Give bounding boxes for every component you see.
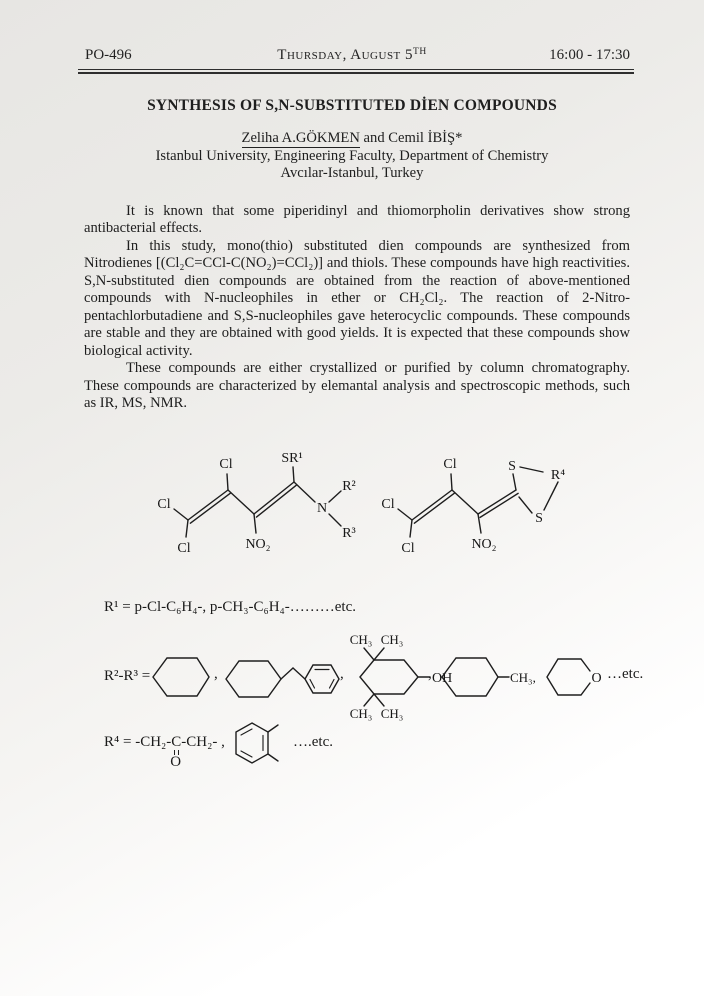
structure-1-sn-dien-diagram [146, 448, 361, 560]
chlorine-label: Cl [401, 541, 415, 556]
session-date-text: Thursday, August 5 [277, 47, 414, 63]
morpholine-ring-diagram [545, 654, 605, 700]
second-author: Cemil İBİŞ* [388, 130, 463, 146]
r4-definition [104, 734, 225, 770]
benzyl-piperidine-diagram [224, 652, 344, 702]
r23-etc-text: …etc. [607, 666, 644, 682]
hydroxyl-label: OH [432, 671, 453, 686]
sulfur-label: S [535, 511, 543, 526]
separator-comma: , [428, 666, 432, 682]
methyl-piperidine-ring-diagram [440, 654, 540, 700]
carbonyl-oxygen-label: O [170, 754, 182, 770]
chlorine-label: Cl [443, 457, 457, 472]
r4-label: R⁴ [550, 468, 566, 483]
r23-definition-label: R²-R³ = [104, 668, 151, 684]
piperidine-ring-diagram [150, 654, 212, 700]
byline [0, 130, 704, 147]
chlorine-label: Cl [177, 541, 191, 556]
chlorine-label: Cl [381, 497, 395, 512]
header-rule [78, 69, 634, 74]
sulfur-label: S [508, 459, 516, 474]
abstract-paragraph-2: In this study, mono(thio) substituted dien compounds are synthesized from Nitrodienes [(Cl₂C=CCl-C(NO₂)=CCl₂)] and thiols. These compounds have high reactivities. S,N-substituted dien compounds are obtained from the reaction of above-mentioned compounds with N-nucleophiles in ether or CH₂Cl₂. The reaction of 2-Nitro-pentachlorbutadiene and S,S-nucleophiles gave heterocyclic compounds. These compounds are stable and they are obtained with good yields. It is expected that these compounds show biological activity. [84, 237, 630, 359]
r4-etc-text: ….etc. [293, 734, 333, 750]
page-title: SYNTHESIS OF S,N-SUBSTITUTED DİEN COMPOUNDS [147, 97, 557, 114]
separator-comma: , [214, 666, 218, 682]
ortho-xylylene-ring-diagram [230, 716, 284, 782]
oxygen-label: O [591, 671, 602, 686]
chlorine-label: Cl [219, 457, 233, 472]
methyl-label: CH₃ [380, 706, 404, 721]
presenting-author: Zeliha A.GÖKMEN [241, 130, 360, 146]
date-ordinal-superscript: TH [413, 47, 427, 57]
carbonyl-carbon [170, 734, 182, 770]
separator-comma: , [340, 666, 344, 682]
r3-label: R³ [342, 526, 356, 541]
methyl-label: CH₃, [510, 670, 536, 685]
r4-chain-start: R⁴ = -CH₂- [104, 734, 172, 750]
methyl-label: CH₃ [380, 633, 404, 647]
r1-definition: R¹ = p-Cl-C₆H₄-, p-CH₃-C₆H₄-………etc. [104, 599, 356, 615]
session-time: 16:00 - 17:30 [549, 47, 630, 63]
affiliation-line-1: Istanbul University, Engineering Faculty, Department of Chemistry [155, 148, 549, 164]
structure-2-ss-heterocycle-diagram [372, 442, 577, 557]
methyl-label: CH₃ [349, 706, 373, 721]
nitrogen-label: N [316, 501, 328, 516]
chlorine-label: Cl [157, 497, 171, 512]
methyl-label: CH₃ [349, 633, 373, 647]
abstract-body [84, 203, 630, 412]
abstract-paragraph-3: These compounds are either crystallized or purified by column chromatography. These compounds are characterized by elemantal analysis and spectroscopic methods, such as IR, MS, NMR. [84, 360, 630, 411]
r4-chain-end: -CH₂- , [181, 734, 225, 750]
abstract-paragraph-1: It is known that some piperidinyl and thiomorpholin derivatives show strong antibacterial effects. [84, 203, 630, 237]
nitro-group-label: NO₂ [245, 537, 271, 552]
byline-connector: and [359, 130, 389, 146]
nitro-group-label: NO₂ [471, 537, 497, 552]
r2-label: R² [342, 479, 356, 494]
thioether-label: SR¹ [281, 451, 303, 466]
poster-code: PO-496 [85, 47, 132, 63]
carbonyl-c-label: C [171, 734, 182, 750]
affiliation-line-2: Avcılar-Istanbul, Turkey [280, 165, 424, 181]
